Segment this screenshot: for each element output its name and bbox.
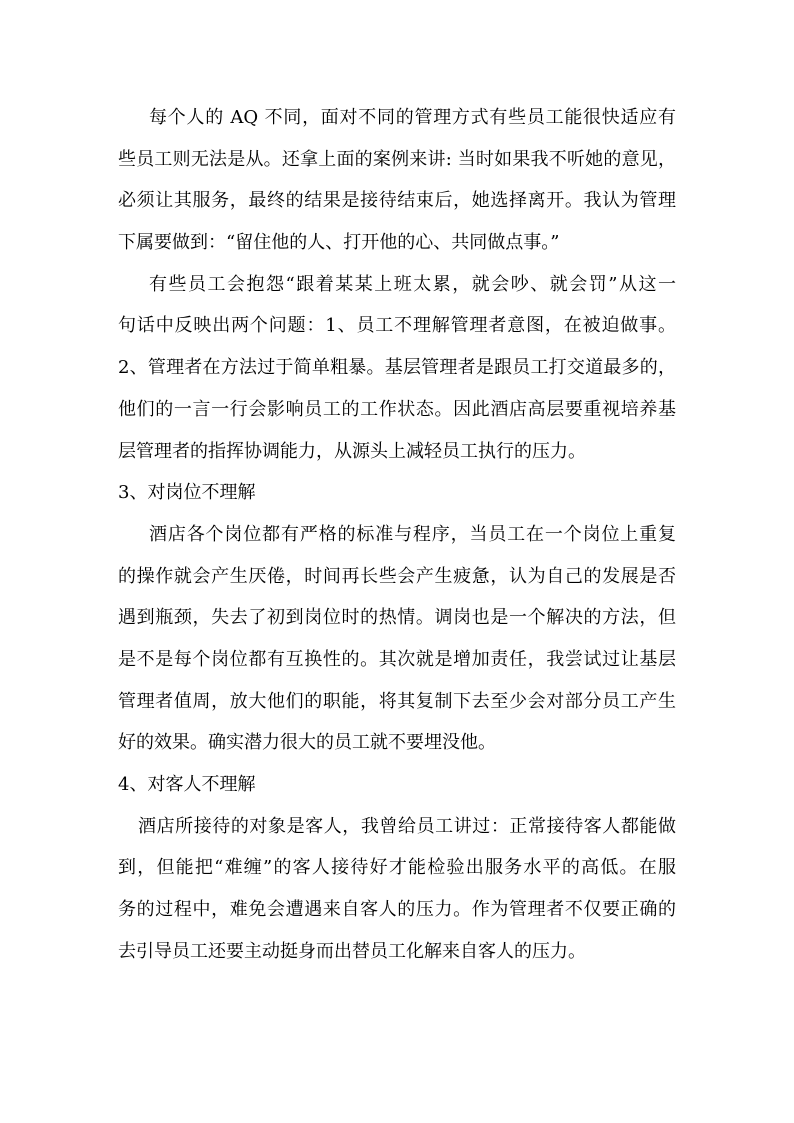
paragraph-line: 管理者值周，放大他们的职能，将其复制下去至少会对部分员工产生: [118, 690, 676, 712]
paragraph-line: 好的效果。确实潜力很大的员工就不要埋没他。: [118, 732, 496, 754]
section-heading-position: 3、对岗位不理解: [118, 482, 256, 504]
paragraph-guest-understanding: [118, 806, 676, 973]
paragraph-line: 去引导员工还要主动挺身而出替员工化解来自客人的压力。: [118, 940, 586, 962]
paragraph-line: 必须让其服务，最终的结果是接待结束后，她选择离开。我认为管理: [118, 190, 676, 212]
paragraph-line: 每个人的 AQ 不同，面对不同的管理方式有些员工能很快适应有: [149, 107, 676, 128]
paragraph-line: 遇到瓶颈，失去了初到岗位时的热情。调岗也是一个解决的方法，但: [118, 607, 676, 629]
paragraph-line: 他们的一言一行会影响员工的工作状态。因此酒店高层要重视培养基: [118, 398, 676, 420]
paragraph-aq-management: [118, 97, 676, 264]
paragraph-line: 有些员工会抱怨“跟着某某上班太累，就会吵、就会罚”从这一: [149, 273, 676, 295]
document-body: [118, 97, 676, 972]
paragraph-line: 的操作就会产生厌倦，时间再长些会产生疲惫，认为自己的发展是否: [118, 565, 676, 587]
paragraph-line: 2、管理者在方法过于简单粗暴。基层管理者是跟员工打交道最多的，: [118, 357, 676, 379]
paragraph-line: 酒店所接待的对象是客人，我曾给员工讲过：正常接待客人都能做: [138, 815, 676, 837]
paragraph-line: 务的过程中，难免会遭遇来自客人的压力。作为管理者不仅要正确的: [118, 899, 676, 921]
paragraph-line: 酒店各个岗位都有严格的标准与程序，当员工在一个岗位上重复: [149, 523, 676, 545]
paragraph-line: 是不是每个岗位都有互换性的。其次就是增加责任，我尝试过让基层: [118, 648, 676, 670]
paragraph-line: 到，但能把“难缠”的客人接待好才能检验出服务水平的高低。在服: [118, 857, 676, 879]
paragraph-line: 句话中反映出两个问题：1、员工不理解管理者意图，在被迫做事。: [118, 315, 676, 337]
paragraph-line: 层管理者的指挥协调能力，从源头上减轻员工执行的压力。: [118, 440, 586, 462]
paragraph-employee-complaints: [118, 264, 676, 472]
paragraph-line: 下属要做到：“留住他的人、打开他的心、共同做点事。”: [118, 232, 560, 254]
paragraph-position-understanding: [118, 514, 676, 764]
paragraph-line: 些员工则无法是从。还拿上面的案例来讲: 当时如果我不听她的意见，: [118, 148, 676, 170]
section-heading-guests: 4、对客人不理解: [118, 774, 256, 795]
